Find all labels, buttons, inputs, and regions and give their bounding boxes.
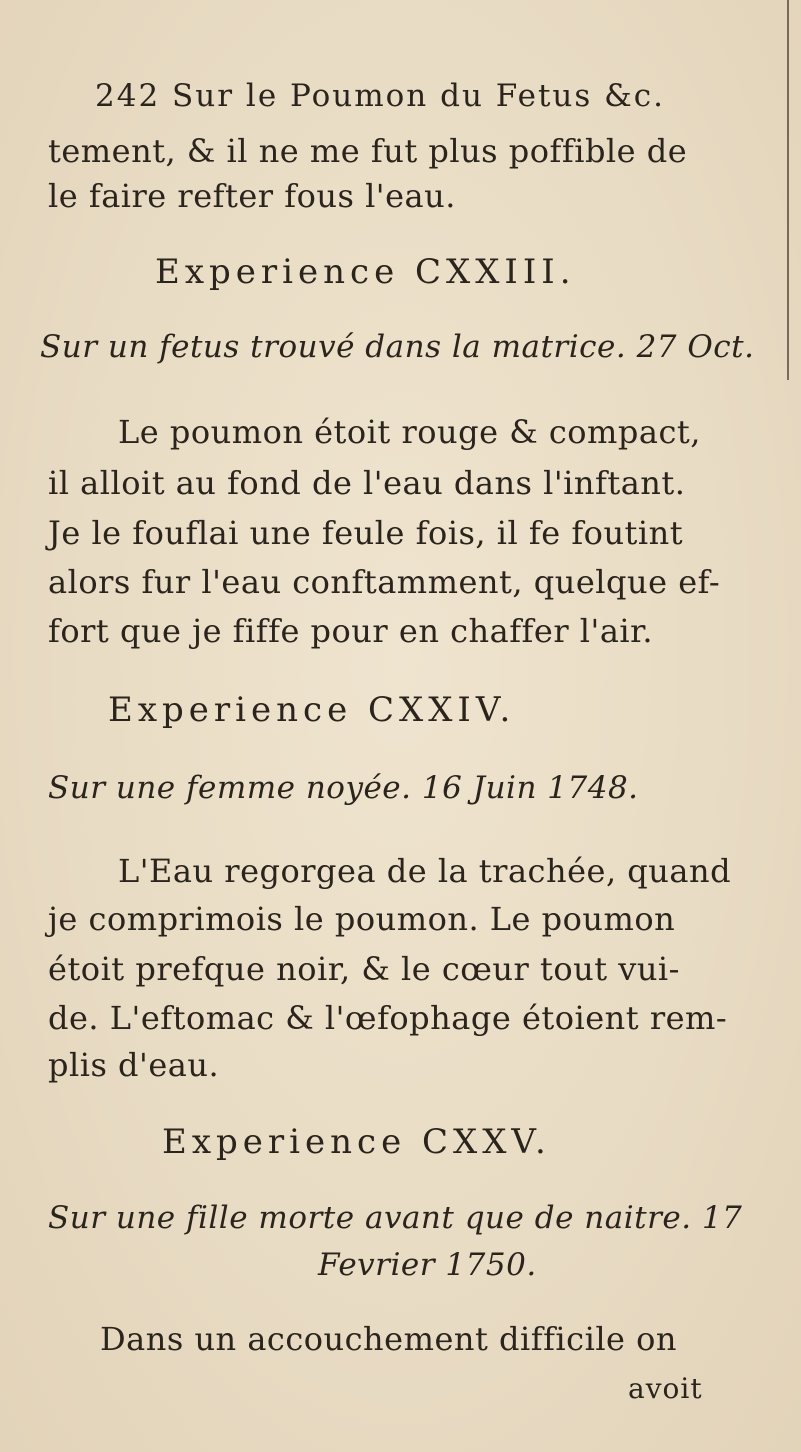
text-line: Le poumon étoit rouge & compact, — [118, 413, 701, 451]
experience-subtitle: Sur une femme noyée. 16 Juin 1748. — [48, 770, 639, 806]
text-line: il alloit au fond de l'eau dans l'inftant. — [48, 464, 686, 502]
text-line: de. L'eftomac & l'œfophage étoient rem- — [48, 999, 728, 1037]
experience-heading: Experience CXXIII. — [155, 252, 576, 292]
text-line: étoit prefque noir, & le cœur tout vui- — [48, 950, 680, 988]
experience-subtitle: Sur une fille morte avant que de naitre. 17 — [48, 1200, 743, 1236]
experience-subtitle: Sur un fetus trouvé dans la matrice. 27 Oct. — [40, 329, 755, 365]
text-line: fort que je fiffe pour en chaffer l'air. — [48, 612, 654, 650]
text-line: plis d'eau. — [48, 1046, 220, 1084]
text-line: le faire refter fous l'eau. — [48, 177, 456, 215]
text-line: je comprimois le poumon. Le poumon — [48, 900, 676, 938]
running-head: 242 Sur le Poumon du Fetus &c. — [95, 78, 665, 114]
text-line: Dans un accouchement difficile on — [100, 1320, 678, 1358]
text-line: alors fur l'eau conftamment, quelque ef- — [48, 563, 721, 601]
text-line: L'Eau regorgea de la trachée, quand — [118, 852, 732, 890]
text-line: tement, & il ne me fut plus poffible de — [48, 132, 688, 170]
experience-subtitle: Fevrier 1750. — [318, 1247, 537, 1283]
text-line: Je le fouflai une feule fois, il fe foutint — [48, 514, 684, 552]
catchword: avoit — [628, 1372, 703, 1405]
experience-heading: Experience CXXV. — [162, 1122, 551, 1162]
experience-heading: Experience CXXIV. — [108, 690, 516, 730]
page-edge-shadow — [787, 0, 789, 380]
